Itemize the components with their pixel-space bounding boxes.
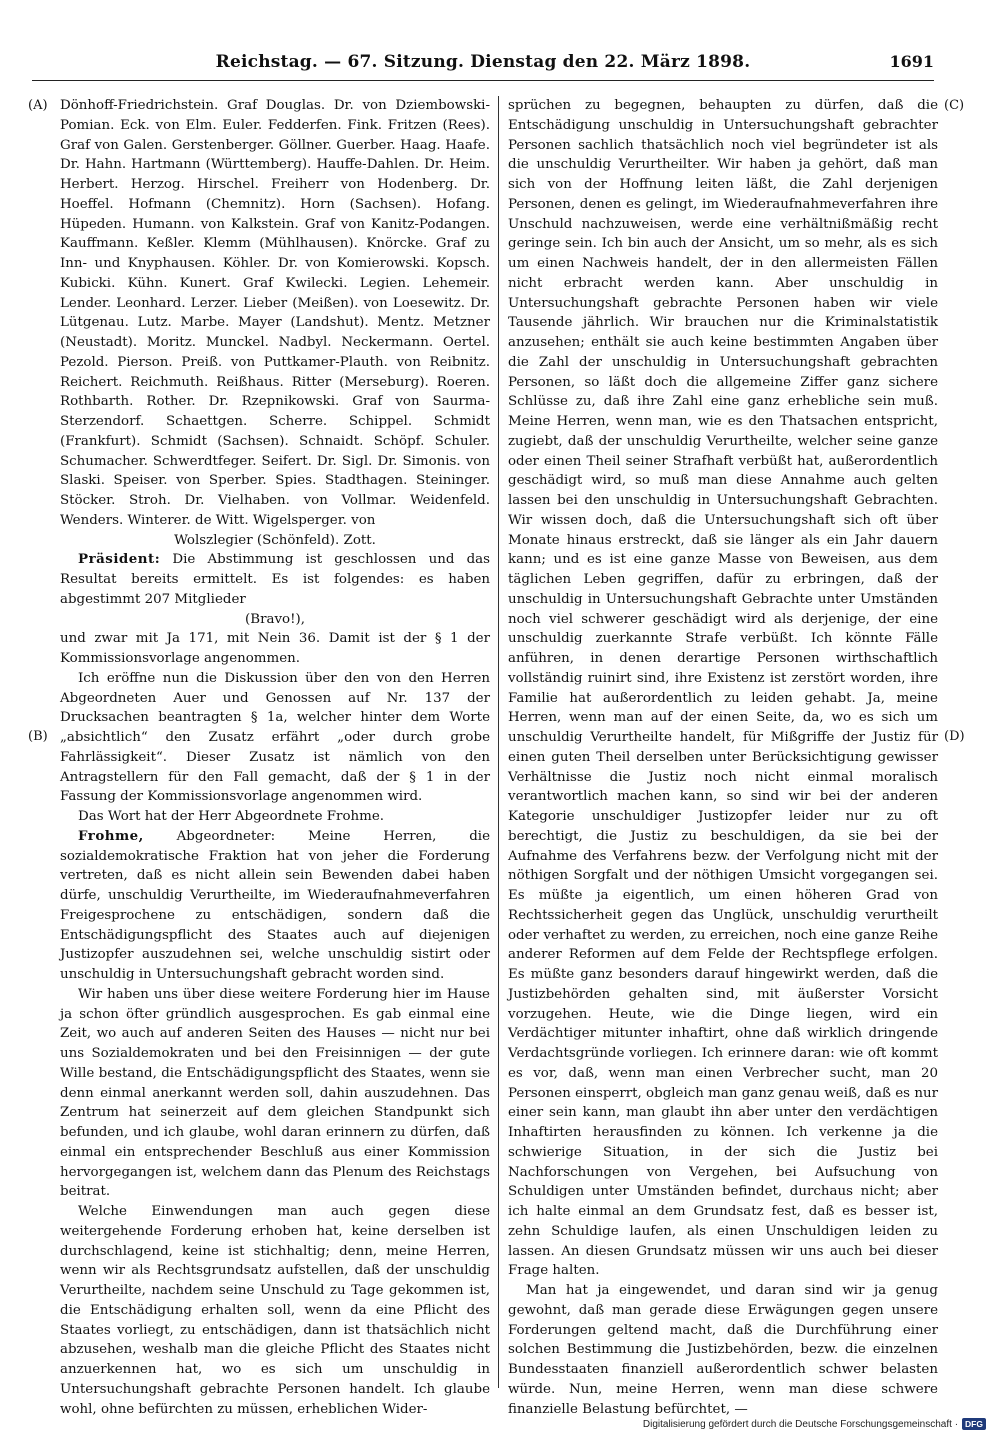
left-column <box>60 96 490 1419</box>
page-number: 1691 <box>889 52 934 71</box>
digitization-credit <box>643 1418 986 1430</box>
margin-mark-c: (C) <box>944 98 965 113</box>
right-paragraph-2: Man hat ja eingewendet, und daran sind wir ja genug gewohnt, daß man gerade diese Erwägungen gegen unsere Forderungen geltend macht, daß die Durchführung einer solchen Bestimmung die Justizbehörden, bezw. die einzelnen Bundesstaaten finanziell außerordentlich schwer belasten würde. Nun, meine Herren, wenn man diese schwere finanzielle Belastung befürchtet, — <box>508 1283 938 1417</box>
frohme-text-1: Abgeordneter: Meine Herren, die sozialdemokratische Fraktion hat von jeher die Forderung vertreten, daß es nicht allein sein Bewenden dabei haben dürfe, unschuldig Verurtheilte, im Wiederaufnahmeverfahren Freigesprochene zu entschädigen, sondern daß die Entschädigungspflicht des Staates auch auf diejenigen Justizopfer auszudehnen sei, welche unschuldig sistirt oder unschuldig in Untersuchungshaft gebracht worden sind. <box>60 828 490 982</box>
credit-text: Digitalisierung gefördert durch die Deutsche Forschungsgemeinschaft · <box>642 1418 959 1430</box>
running-header <box>32 52 934 81</box>
vote-name-list: Dönhoff-Friedrichstein. Graf Douglas. Dr. von Dziembowski-Pomian. Eck. von Elm. Euler. Fedderfen. Fink. Fritzen (Rees). Graf von Galen. Gerstenberger. Göllner. Guerber. Haag. Haafe. Dr. Hahn. Hartmann (Württemberg). Hauffe-Dahlen. Dr. Heim. Herbert. Herzog. Hirschel. Freiherr von Hodenberg. Dr. Hoeffel. Hofmann (Chemnitz). Horn (Sachsen). Hofang. Hüpeden. Humann. von Kalkstein. Graf von Kanitz-Podangen. Kauffmann. Keßler. Klemm (Mühlhausen). Knörcke. Graf zu Inn- und Knyphausen. Köhler. Dr. von Komierowski. Kopsch. Kubicki. Kühn. Kunert. Graf Kwilecki. Legien. Lehemeir. Lender. Leonhard. Lerzer. Lieber (Meißen). von Loesewitz. Dr. Lütgenau. Lutz. Marbe. Mayer (Landshut). Mentz. Metzner (Neustadt). Moritz. Munckel. Nadbyl. Neckermann. Oertel. Pezold. Pierson. Preiß. von Puttkamer-Plauth. von Reibnitz. Reichert. Reichmuth. Reißhaus. Ritter (Merseburg). Roeren. Rothbarth. Rother. Dr. Rzepnikowski. Graf von Saurma-Sterzendorf. Schaettgen. Scherre. Schippel. Schmidt (Frankfurt). Schmidt (Sachsen). Schnaidt. Schöpf. Schuler. Schumacher. Schwerdtfeger. Seifert. Dr. Sigl. Dr. Simonis. von Slaski. Speiser. von Sperber. Spies. Stadthagen. Steininger. Stöcker. Stroh. Dr. Vielhaben. von Vollmar. Weidenfeld. Wenders. Winterer. de Witt. Wigelsperger. von <box>60 98 490 528</box>
right-paragraph-1: sprüchen zu begegnen, behaupten zu dürfen, daß die Entschädigung unschuldig in Untersuchungshaft gebrachter Personen sachlich thatsächlich noch viel begründeter ist als die unschuldig Verurtheilter. Wir haben ja gehört, daß man sich von der Hoffnung leiten läßt, die Zahl derjenigen Personen, denen es gelingt, im Wiederaufnahmeverfahren ihre Unschuld nachzuweisen, werde eine verhältnißmäßig recht geringe sein. Ich bin auch der Ansicht, um so mehr, als es sich um einen Nachweis handelt, der in den allermeisten Fällen nicht erbracht werden kann. Aber unschuldig in Untersuchungshaft gebrachte Personen haben wir viele Tausende jährlich. Wir brauchen nur die Kriminalstatistik anzusehen; enthält sie auch keine bestimmten Angaben über die Zahl der unschuldig in Untersuchungshaft gebrachten Personen, so läßt doch die allgemeine Ziffer ganz sichere Schlüsse zu, daß ihre Zahl eine ganz erhebliche sein muß. Meine Herren, wenn man, wie es den Thatsachen entspricht, zugiebt, daß der unschuldig Verurtheilte, welcher seine ganze oder einen Theil seiner Strafhaft verbüßt hat, außerordentlich geschädigt wird, so muß man diese Annahme auch gelten lassen bei den unschuldig in Untersuchungshaft Gebrachten. Wir wissen doch, daß die Untersuchungshaft sich oft über Monate hinaus erstreckt, daß sie länger als ein Jahr dauern kann; und es ist eine ganze Masse von Beweisen, aus dem täglichen Leben gegriffen, dafür zu erbringen, daß der unschuldig in Untersuchungshaft Gebrachte unter Umständen noch viel schwerer geschädigt wird als derjenige, der eine unschuldig zuerkannte Strafe verbüßt. Ich könnte Fälle anführen, in denen derartige Personen wirthschaftlich vollständig ruinirt sind, ihre Existenz ist zerstört worden, ihre Familie hat außerordentlich zu leiden gehabt. Ja, meine Herren, wenn man auf der einen Seite, da, wo es sich um unschuldig Verurtheilte handelt, für Mißgriffe der Justiz für einen guten Theil derselben unter Berücksichtigung gewisser Verhältnisse die Justiz noch nicht einmal moralisch verantwortlich machen kann, so sind wir bei der anderen Kategorie unschuldiger Justizopfer leider nur zu oft berechtigt, die Justiz zu beschuldigen, da sie bei der Aufnahme des Verfahrens bezw. der Verfolgung nicht mit der nöthigen Sorgfalt und der nöthigen Umsicht vorgegangen sei. Es müßte ja eigentlich, um einen höheren Grad von Rechtssicherheit gegen das Unglück, unschuldig verurtheilt oder verhaftet zu werden, zu erreichen, noch eine ganze Reihe anderer Reformen auf dem Felde der Rechtspflege erfolgen. Es müßte ganz besonders darauf hingewirkt werden, daß die Justizbehörden gehalten sind, mit äußerster Vorsicht vorzugehen. Heute, wie die Dinge liegen, wird ein Verdächtiger mitunter inhaftirt, ohne daß wirklich dringende Verdachtsgründe vorliegen. Ich erinnere daran: wie oft kommt es vor, daß, wenn man einen Verbrecher sucht, man 20 Personen einsperrt, obgleich man ganz genau weiß, daß es nur einer sein kann, man glaubt ihn aber unter den verdächtigen Inhaftirten herausfinden zu können. Ich verkenne ja die schwierige Situation, in der sich die Justiz bei Nachforschungen von Vergehen, bei Aufsuchung von Schuldigen unter Umständen befindet, durchaus nicht; aber ich halte einmal an dem Grundsatz fest, daß es besser ist, zehn Schuldige laufen, als einen Unschuldigen leiden zu lassen. An diesen Grundsatz müssen wir uns auch bei dieser Frage halten. <box>508 98 938 1279</box>
speaker-praesident: Präsident: <box>78 551 161 568</box>
margin-mark-b: (B) <box>28 729 48 744</box>
column-divider <box>498 96 499 1388</box>
vote-result: und zwar mit Ja 171, mit Nein 36. Damit ist der § 1 der Kommissionsvorlage angenommen. <box>60 631 490 666</box>
dfg-logo: DFG <box>962 1418 986 1430</box>
frohme-paragraph-3: Welche Einwendungen man auch gegen diese weitergehende Forderung erhoben hat, keine derselben ist durchschlagend, keine ist stichhaltig; denn, meine Herren, wenn wir als Rechtsgrundsatz aufstellen, daß der unschuldig Verurtheilte, nachdem seine Unschuld zu Tage gekommen ist, die Entschädigung erhalten soll, wenn da eine Pflicht des Staates vorliegt, zu entschädigen, dann ist thatsächlich nicht abzusehen, weshalb man die gleiche Pflicht des Staates nicht anzuerkennen hat, wo es sich um unschuldig in Untersuchungshaft gebrachte Personen handelt. Ich glaube wohl, ohne befürchten zu müssen, erheblichen Wider- <box>60 1204 490 1417</box>
president-text: Die Abstimmung ist geschlossen und das Resultat bereits ermittelt. Es ist folgendes: es haben abgestimmt 207 Mitglieder <box>60 552 490 607</box>
running-title: Reichstag. — 67. Sitzung. Dienstag den 22. März 1898. <box>215 52 751 72</box>
interjection-bravo: (Bravo!), <box>245 611 305 627</box>
speaker-frohme: Frohme, <box>78 827 144 844</box>
president-paragraph <box>60 550 490 609</box>
margin-mark-d: (D) <box>944 729 965 744</box>
frohme-paragraph-2: Wir haben uns über diese weitere Forderung hier im Hause ja schon öfter gründlich ausgesprochen. Es gab einmal eine Zeit, wo auch auf anderen Seiten des Hauses — nicht nur bei uns Sozialdemokraten und bei den Freisinnigen — der gute Wille bestand, die Entschädigungspflicht des Staates, wenn sie denn einmal anerkannt werden soll, dahin auszudehnen. Das Zentrum hat seinerzeit auf dem gleichen Standpunkt sich befunden, und ich glaube, wohl daran erinnern zu dürfen, daß einmal ein entsprechender Beschluß aus einer Kommission hervorgegangen ist, welchem dann das Plenum des Reichstags beitrat. <box>60 986 490 1200</box>
margin-mark-a: (A) <box>28 98 48 113</box>
discussion-paragraph: Ich eröffne nun die Diskussion über den von den Herren Abgeordneten Auer und Genossen auf Nr. 137 der Drucksachen beantragten § 1a, welcher hinter dem Worte „absichtlich“ den Zusatz erfährt „oder durch grobe Fahrlässigkeit“. Dieser Zusatz ist nämlich von den Antragstellern für den Fall gemacht, daß der § 1 in der Fassung der Kommissionsvorlage angenommen wird. <box>60 670 490 805</box>
vote-name-list-end: Wolszlegier (Schönfeld). Zott. <box>174 532 376 548</box>
word-to-frohme: Das Wort hat der Herr Abgeordnete Frohme. <box>78 809 385 824</box>
right-column <box>508 96 938 1419</box>
frohme-paragraph-1 <box>60 827 490 985</box>
